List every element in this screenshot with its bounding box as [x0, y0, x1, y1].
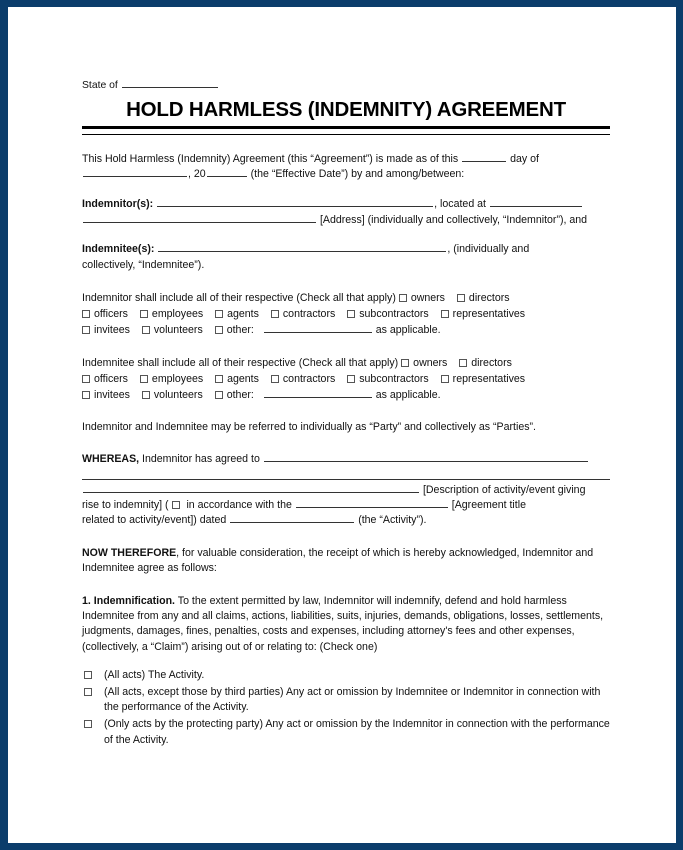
whereas-block	[82, 452, 610, 529]
intro-line1-b: day of	[510, 153, 539, 165]
checkbox-indemnitee-agents[interactable]	[215, 373, 259, 385]
checkbox-indemnitee-subcontractors[interactable]	[347, 373, 428, 385]
checkbox-indemnitor-contractors[interactable]	[271, 308, 335, 320]
checkbox-icon[interactable]	[271, 310, 279, 318]
party-definition-sentence: Indemnitor and Indemnitee may be referred to individually as “Party” and collectively as “Parties”.	[82, 420, 536, 433]
whereas-date-blank[interactable]	[230, 513, 354, 523]
checkbox-label: employees	[151, 372, 204, 385]
checkbox-indemnitor-subcontractors[interactable]	[347, 308, 428, 320]
checkbox-icon[interactable]	[82, 375, 90, 383]
indemnitor-label: Indemnitor(s):	[82, 197, 154, 210]
indemnitee-include-group	[82, 355, 610, 403]
checkbox-icon[interactable]	[215, 310, 223, 318]
checkbox-label: representatives	[452, 307, 526, 320]
section-1-body: To the extent permitted by law, Indemnitor will indemnify, defend and hold harmless Indemnitee from any and all claims, actions, liabilities, suits, injuries, demands, obligations, losses, settlements, judgments, damages, fines, penalties, costs and expenses, including attorney's fees and other expenses, (collectively, a “Claim”) arising out of or relating to: (Check one)	[82, 594, 604, 653]
checkbox-icon[interactable]	[215, 391, 223, 399]
checkbox-label: volunteers	[153, 323, 203, 336]
intro-year-blank[interactable]	[207, 167, 247, 177]
checkbox-icon[interactable]	[441, 375, 449, 383]
whereas-keyword: WHEREAS,	[82, 453, 140, 466]
checkbox-indemnitor-directors[interactable]	[457, 292, 510, 304]
whereas-line-c: [Agreement title	[451, 499, 526, 512]
checkbox-label: owners	[410, 291, 445, 304]
choice-label: (All acts) The Activity.	[104, 669, 205, 682]
whereas-line-a: rise to indemnity] (	[82, 499, 169, 512]
indemnitor-address-blank-1[interactable]	[490, 197, 582, 207]
section-1-indemnification	[82, 594, 610, 656]
indemnitee-line2: collectively, “Indemnitee”).	[82, 258, 205, 271]
checkbox-icon[interactable]	[347, 310, 355, 318]
indemnitor-name-blank[interactable]	[157, 197, 433, 207]
whereas-desc-tail: [Description of activity/event giving	[422, 483, 586, 496]
checkbox-label: officers	[94, 372, 128, 385]
indemnitee-group-row2	[82, 371, 610, 387]
checkbox-icon[interactable]	[457, 294, 465, 302]
intro-line1-a: This Hold Harmless (Indemnity) Agreement (this “Agreement”) is made as of this	[82, 153, 459, 165]
whereas-line-3	[82, 483, 610, 498]
checkbox-icon[interactable]	[142, 391, 150, 399]
choice-all-acts[interactable]	[82, 668, 610, 684]
now-therefore-rest: , for valuable consideration, the receipt of which is hereby acknowledged, Indemnitor and Indemnitee agree as follows:	[82, 546, 594, 575]
indemnitor-located-at: , located at	[434, 197, 486, 210]
checkbox-icon[interactable]	[347, 375, 355, 383]
checkbox-label: other:	[226, 388, 254, 401]
indemnitor-group-lead: Indemnitor shall include all of their respective (Check all that apply)	[82, 291, 396, 304]
indemnitor-group-row3	[82, 322, 610, 338]
whereas-blank-3[interactable]	[83, 483, 419, 493]
whereas-blank-1[interactable]	[264, 452, 588, 462]
checkbox-icon[interactable]	[441, 310, 449, 318]
indemnitor-party-block	[82, 196, 610, 228]
choice-only-acts-protecting-party[interactable]	[82, 717, 610, 748]
checkbox-icon[interactable]	[215, 375, 223, 383]
checkbox-indemnitor-other[interactable]	[215, 324, 254, 336]
checkbox-indemnitee-volunteers[interactable]	[142, 389, 203, 401]
title-divider	[82, 126, 610, 135]
checkbox-icon[interactable]	[84, 688, 92, 696]
whereas-line-b: in accordance with the	[186, 499, 292, 512]
indemnitor-other-tail: as applicable.	[375, 323, 441, 336]
checkbox-indemnitee-contractors[interactable]	[271, 373, 335, 385]
indemnitee-other-blank[interactable]	[264, 388, 372, 398]
checkbox-label: subcontractors	[359, 372, 429, 385]
checkbox-indemnitee-invitees[interactable]	[82, 389, 130, 401]
intro-line2-a: , 20	[188, 168, 206, 181]
page-title: HOLD HARMLESS (INDEMNITY) AGREEMENT	[126, 98, 566, 121]
indemnitor-group-row2	[82, 306, 610, 322]
now-therefore-paragraph	[82, 546, 610, 577]
state-of-line	[82, 78, 610, 92]
state-of-blank[interactable]	[122, 78, 218, 88]
indemnitee-label: Indemnitee(s):	[82, 242, 155, 255]
checkbox-icon[interactable]	[84, 720, 92, 728]
checkbox-icon[interactable]	[82, 391, 90, 399]
checkbox-label: agents	[227, 372, 259, 385]
indemnitee-name-blank[interactable]	[158, 242, 446, 252]
checkbox-label: representatives	[452, 372, 526, 385]
checkbox-icon[interactable]	[399, 294, 407, 302]
checkbox-label: contractors	[282, 372, 336, 385]
checkbox-indemnitor-officers[interactable]	[82, 308, 128, 320]
checkbox-indemnitor-owners[interactable]	[399, 292, 445, 304]
indemnification-choice-list	[82, 668, 610, 748]
choice-label: (All acts, except those by third parties) Any act or omission by Indemnitee or Indemnitor in connection with the performance of the Activity.	[104, 685, 601, 714]
checkbox-in-accordance-with[interactable]	[172, 501, 180, 509]
checkbox-label: owners	[413, 356, 448, 369]
indemnitee-party-block	[82, 241, 610, 273]
indemnitor-include-group	[82, 290, 610, 338]
whereas-agreement-title-blank[interactable]	[296, 498, 448, 508]
document-body	[82, 78, 610, 749]
checkbox-label: invitees	[94, 388, 130, 401]
indemnitee-other-tail: as applicable.	[375, 388, 441, 401]
whereas-line-2	[82, 468, 610, 483]
checkbox-indemnitee-representatives[interactable]	[441, 373, 525, 385]
checkbox-icon[interactable]	[271, 375, 279, 383]
whereas-line-d: related to activity/event]) dated	[82, 514, 227, 527]
indemnitor-address-tail: [Address] (individually and collectively, “Indemnitor”), and	[319, 213, 588, 226]
section-1-heading: 1. Indemnification.	[82, 594, 176, 607]
checkbox-label: contractors	[282, 307, 336, 320]
checkbox-indemnitee-employees[interactable]	[140, 373, 203, 385]
checkbox-label: agents	[227, 307, 259, 320]
checkbox-indemnitor-volunteers[interactable]	[142, 324, 203, 336]
now-therefore-keyword: NOW THEREFORE	[82, 546, 177, 559]
checkbox-label: other:	[226, 323, 254, 336]
checkbox-indemnitor-agents[interactable]	[215, 308, 259, 320]
checkbox-icon[interactable]	[140, 310, 148, 318]
whereas-line-4	[82, 498, 610, 513]
indemnitor-other-blank[interactable]	[264, 323, 372, 333]
whereas-line-e: (the “Activity”).	[358, 514, 427, 527]
indemnitee-group-lead: Indemnitee shall include all of their respective (Check all that apply)	[82, 356, 399, 369]
checkbox-label: officers	[94, 307, 128, 320]
checkbox-indemnitee-directors[interactable]	[459, 357, 512, 369]
checkbox-icon[interactable]	[82, 326, 90, 334]
indemnitee-group-row1	[82, 355, 610, 371]
checkbox-icon[interactable]	[84, 671, 92, 679]
checkbox-label: directors	[468, 291, 510, 304]
choice-all-acts-except-third-parties[interactable]	[82, 685, 610, 716]
checkbox-label: volunteers	[153, 388, 203, 401]
checkbox-label: subcontractors	[359, 307, 429, 320]
checkbox-indemnitee-owners[interactable]	[401, 357, 447, 369]
intro-line2-b: (the “Effective Date”) by and among/between:	[250, 168, 465, 181]
indemnitee-after-blank: , (individually and	[447, 242, 530, 255]
checkbox-label: invitees	[94, 323, 130, 336]
indemnitor-address-blank-2[interactable]	[83, 213, 316, 223]
whereas-line-1	[82, 452, 610, 467]
checkbox-icon[interactable]	[215, 326, 223, 334]
checkbox-icon[interactable]	[401, 359, 409, 367]
indemnitor-group-row1	[82, 290, 610, 306]
whereas-lead-rest: Indemnitor has agreed to	[142, 453, 260, 466]
checkbox-indemnitor-employees[interactable]	[140, 308, 203, 320]
whereas-line-5	[82, 513, 610, 528]
checkbox-icon[interactable]	[140, 375, 148, 383]
choice-label: (Only acts by the protecting party) Any act or omission by the Indemnitor in connection with the performance of the Activity.	[104, 718, 610, 746]
checkbox-icon[interactable]	[142, 326, 150, 334]
intro-day-blank[interactable]	[462, 152, 506, 162]
indemnitee-group-row3	[82, 387, 610, 403]
checkbox-indemnitor-representatives[interactable]	[441, 308, 525, 320]
state-of-label: State of	[82, 80, 118, 91]
intro-paragraph	[82, 152, 610, 183]
intro-month-blank[interactable]	[83, 167, 187, 177]
checkbox-label: directors	[471, 356, 512, 369]
checkbox-icon[interactable]	[82, 310, 90, 318]
checkbox-icon[interactable]	[459, 359, 467, 367]
checkbox-indemnitor-invitees[interactable]	[82, 324, 130, 336]
checkbox-indemnitee-officers[interactable]	[82, 373, 128, 385]
whereas-blank-2[interactable]	[82, 468, 610, 480]
checkbox-label: employees	[151, 307, 204, 320]
checkbox-indemnitee-other[interactable]	[215, 389, 254, 401]
